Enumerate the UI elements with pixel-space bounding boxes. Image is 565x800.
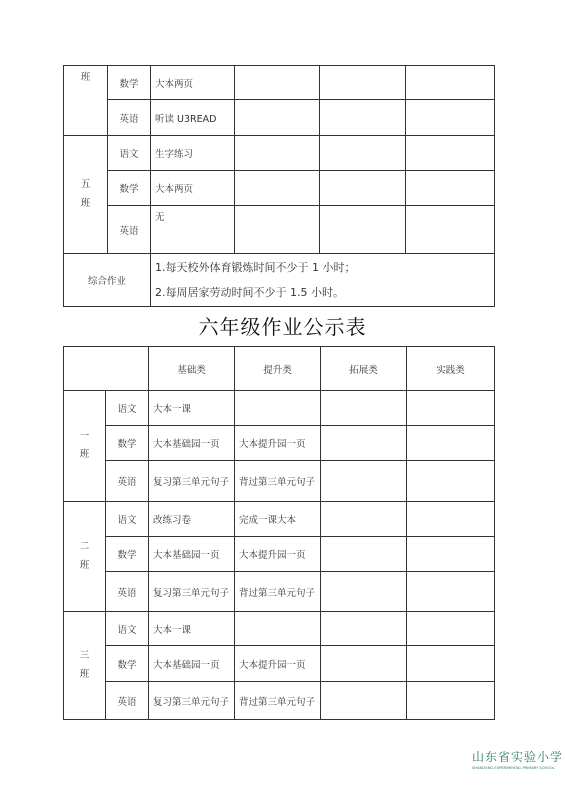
improve-homework-cell: 大本提升园一页 — [235, 646, 321, 682]
empty-cell — [235, 206, 320, 254]
basic-homework-cell: 听读 U3READ — [151, 100, 235, 136]
comprehensive-line: 1.每天校外体育锻炼时间不少于 1 小时； — [155, 261, 356, 274]
empty-cell — [235, 100, 320, 136]
class-name-cell: 五 班 — [64, 136, 108, 254]
subject-cell: 数学 — [108, 171, 151, 206]
empty-cell — [407, 426, 495, 461]
empty-cell — [407, 502, 495, 537]
improve-homework-cell: 大本提升园一页 — [235, 537, 321, 572]
header-blank-cell — [64, 347, 149, 391]
improve-homework-cell: 背过第三单元句子 — [235, 572, 321, 612]
subject-cell: 语文 — [106, 391, 149, 426]
empty-cell — [321, 461, 407, 502]
empty-cell — [321, 572, 407, 612]
improve-homework-cell — [235, 391, 321, 426]
header-basic: 基础类 — [149, 347, 235, 391]
improve-homework-cell: 完成一课大本 — [235, 502, 321, 537]
subject-cell: 数学 — [106, 646, 149, 682]
subject-cell: 数学 — [106, 426, 149, 461]
school-logo-english: SHANDONG EXPERIMENTAL PRIMARY SCHOOL — [472, 766, 555, 770]
empty-cell — [407, 572, 495, 612]
empty-cell — [321, 682, 407, 720]
improve-homework-cell: 背过第三单元句子 — [235, 461, 321, 502]
empty-cell — [407, 537, 495, 572]
empty-cell — [407, 391, 495, 426]
empty-cell — [320, 66, 406, 100]
basic-homework-cell: 大本基础园一页 — [149, 537, 235, 572]
empty-cell — [406, 136, 495, 171]
basic-homework-cell: 无 — [151, 206, 235, 254]
empty-cell — [321, 426, 407, 461]
class-name-cell: 三 班 — [64, 612, 106, 720]
basic-homework-cell: 大本两页 — [151, 171, 235, 206]
basic-homework-cell: 大本基础园一页 — [149, 646, 235, 682]
basic-homework-cell: 改练习卷 — [149, 502, 235, 537]
empty-cell — [320, 206, 406, 254]
comprehensive-line: 2.每周居家劳动时间不少于 1.5 小时。 — [155, 286, 344, 299]
empty-cell — [407, 461, 495, 502]
header-expand: 拓展类 — [321, 347, 407, 391]
improve-homework-cell: 背过第三单元句子 — [235, 682, 321, 720]
subject-cell: 英语 — [106, 461, 149, 502]
subject-cell: 数学 — [106, 537, 149, 572]
improve-homework-cell — [235, 612, 321, 646]
subject-cell: 英语 — [108, 206, 151, 254]
grade6-homework-table — [63, 346, 495, 720]
basic-homework-cell: 生字练习 — [151, 136, 235, 171]
empty-cell — [407, 646, 495, 682]
empty-cell — [321, 537, 407, 572]
empty-cell — [235, 171, 320, 206]
subject-cell: 英语 — [106, 572, 149, 612]
empty-cell — [406, 206, 495, 254]
empty-cell — [406, 100, 495, 136]
basic-homework-cell: 复习第三单元句子 — [149, 572, 235, 612]
empty-cell — [321, 646, 407, 682]
subject-cell: 英语 — [108, 100, 151, 136]
class-name-cell: 班 — [64, 66, 108, 136]
class-name-cell: 二 班 — [64, 502, 106, 612]
header-improve: 提升类 — [235, 347, 321, 391]
basic-homework-cell: 大本两页 — [151, 66, 235, 100]
subject-cell: 英语 — [106, 682, 149, 720]
basic-homework-cell: 大本一课 — [149, 391, 235, 426]
improve-homework-cell: 大本提升园一页 — [235, 426, 321, 461]
subject-cell: 语文 — [106, 502, 149, 537]
school-logo-name: 山东省实验小学 — [472, 750, 564, 764]
comprehensive-label: 综合作业 — [64, 254, 151, 307]
school-logo — [472, 748, 564, 770]
empty-cell — [321, 391, 407, 426]
header-practice: 实践类 — [407, 347, 495, 391]
empty-cell — [407, 682, 495, 720]
comprehensive-homework — [151, 254, 495, 307]
subject-cell: 数学 — [108, 66, 151, 100]
empty-cell — [321, 502, 407, 537]
basic-homework-cell: 大本基础园一页 — [149, 426, 235, 461]
empty-cell — [235, 66, 320, 100]
empty-cell — [320, 100, 406, 136]
subject-cell: 语文 — [106, 612, 149, 646]
empty-cell — [235, 136, 320, 171]
basic-homework-cell: 大本一课 — [149, 612, 235, 646]
basic-homework-cell: 复习第三单元句子 — [149, 461, 235, 502]
class-name-cell: 一 班 — [64, 391, 106, 502]
basic-homework-cell: 复习第三单元句子 — [149, 682, 235, 720]
empty-cell — [321, 612, 407, 646]
empty-cell — [406, 171, 495, 206]
fifth-grade-table-continued — [63, 65, 495, 307]
empty-cell — [320, 171, 406, 206]
subject-cell: 语文 — [108, 136, 151, 171]
page-title: 六年级作业公示表 — [198, 315, 367, 339]
empty-cell — [320, 136, 406, 171]
empty-cell — [407, 612, 495, 646]
empty-cell — [406, 66, 495, 100]
